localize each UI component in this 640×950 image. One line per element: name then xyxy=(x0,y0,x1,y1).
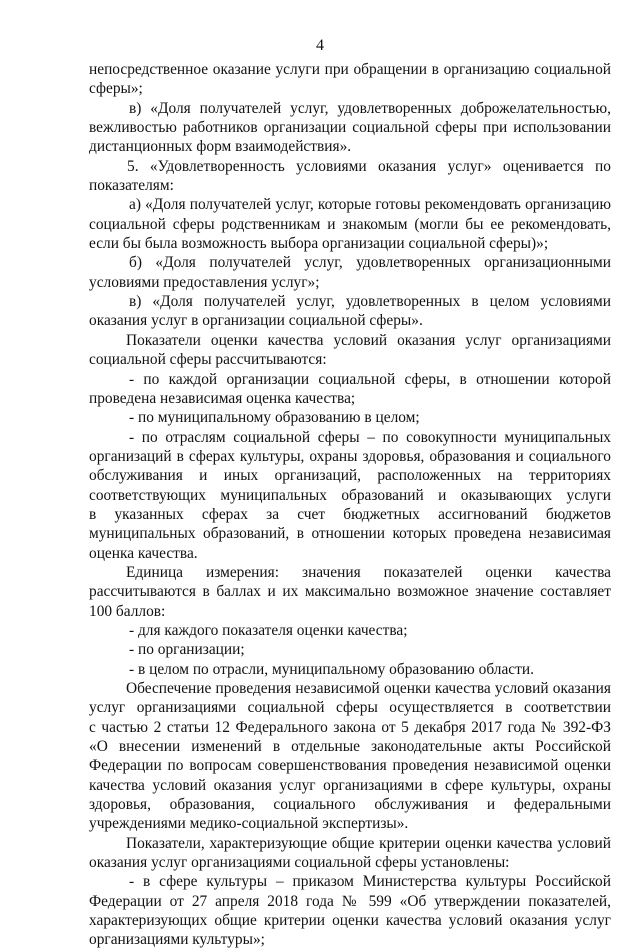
text-line: в указанных сферах за счет бюджетных ассигнований бюджетов xyxy=(89,505,611,523)
text-line: организаций в сферах культуры, охраны здоровья, образования и социального xyxy=(89,447,611,465)
text-line: вежливостью работников организации социальной сферы при использовании xyxy=(89,119,611,137)
text-line: сферы»; xyxy=(89,80,143,98)
text-line: оказания услуг организациями социальной сферы установлены: xyxy=(89,854,510,872)
text-line: Обеспечение проведения независимой оценки качества условий оказания xyxy=(126,680,611,697)
text-line: непосредственное оказание услуги при обращении в организацию социальной xyxy=(89,61,611,78)
text-line: характеризующих общие критерии оценки качества условий оказания услуг xyxy=(89,912,611,930)
text-line: Показатели, характеризующие общие критерии оценки качества условий xyxy=(126,834,611,852)
text-line: - по отраслям социальной сферы – по совокупности муниципальных xyxy=(129,428,611,446)
text-line: социальной сферы рассчитываются: xyxy=(89,351,327,369)
text-line: оценка качества. xyxy=(89,544,198,562)
text-line: услуг организациями социальной сферы осуществляется в соответствии xyxy=(89,699,611,717)
text-line: соответствующих муниципальных образований и оказывающих услуги xyxy=(89,486,611,504)
text-line: - по организации; xyxy=(129,641,245,659)
text-line: рассчитываются в баллах и их максимально возможное значение составляет xyxy=(89,583,611,601)
text-line: оказания услуг в организации социальной сферы». xyxy=(89,312,423,330)
text-line: - в целом по отрасли, муниципальному образованию области. xyxy=(129,660,534,678)
text-line: б) «Доля получателей услуг, удовлетворенных организационными xyxy=(129,254,611,272)
text-line: Единица измерения: значения показателей оценки качества xyxy=(126,563,611,581)
text-line: учреждениями медико-социальной экспертизы». xyxy=(89,815,409,833)
text-line: показателям: xyxy=(89,177,174,195)
text-line: обслуживания и иных организаций, расположенных на территориях xyxy=(89,467,611,485)
text-line: в) «Доля получателей услуг, удовлетворенных в целом условиями xyxy=(129,293,611,311)
text-line: качества условий оказания услуг организациями в сфере культуры, охраны xyxy=(89,776,611,794)
text-line: дистанционных форм взаимодействия». xyxy=(89,138,352,156)
text-line: если бы была возможность выбора организации социальной сферы)»; xyxy=(89,235,549,253)
text-line: организациями культуры»; xyxy=(89,931,265,949)
text-line: - по муниципальному образованию в целом; xyxy=(129,409,420,427)
text-line: «О внесении изменений в отдельные законодательные акты Российской xyxy=(89,738,611,756)
text-line: Федерации от 27 апреля 2018 года № 599 «Об утверждении показателей, xyxy=(89,892,611,910)
text-line: 5. «Удовлетворенность условиями оказания услуг» оценивается по xyxy=(127,157,611,175)
text-line: условиями предоставления услуг»; xyxy=(89,273,320,291)
text-line: муниципальных образований, в отношении которых проведена независимая xyxy=(89,525,611,543)
text-line: с частью 2 статьи 12 Федерального закона от 5 декабря 2017 года № 392-ФЗ xyxy=(89,718,611,736)
text-line: 100 баллов: xyxy=(89,602,166,620)
text-line: проведена независимая оценка качества; xyxy=(89,389,356,407)
text-line: - по каждой организации социальной сферы, в отношении которой xyxy=(129,370,611,388)
page-number: 4 xyxy=(316,37,324,54)
text-line: здоровья, образования, социального обслуживания и федеральными xyxy=(89,796,611,814)
text-line: а) «Доля получателей услуг, которые готовы рекомендовать организацию xyxy=(129,196,611,214)
document-body xyxy=(89,60,611,950)
text-line: в) «Доля получателей услуг, удовлетворенных доброжелательностью, xyxy=(129,99,611,117)
text-line: социальной сферы родственникам и знакомым (могли бы ее рекомендовать, xyxy=(89,215,611,233)
text-line: - для каждого показателя оценки качества; xyxy=(129,621,408,639)
text-line: - в сфере культуры – приказом Министерства культуры Российской xyxy=(129,873,611,891)
text-line: Федерации по вопросам совершенствования проведения независимой оценки xyxy=(89,757,611,775)
text-line: Показатели оценки качества условий оказания услуг организациями xyxy=(126,331,611,349)
